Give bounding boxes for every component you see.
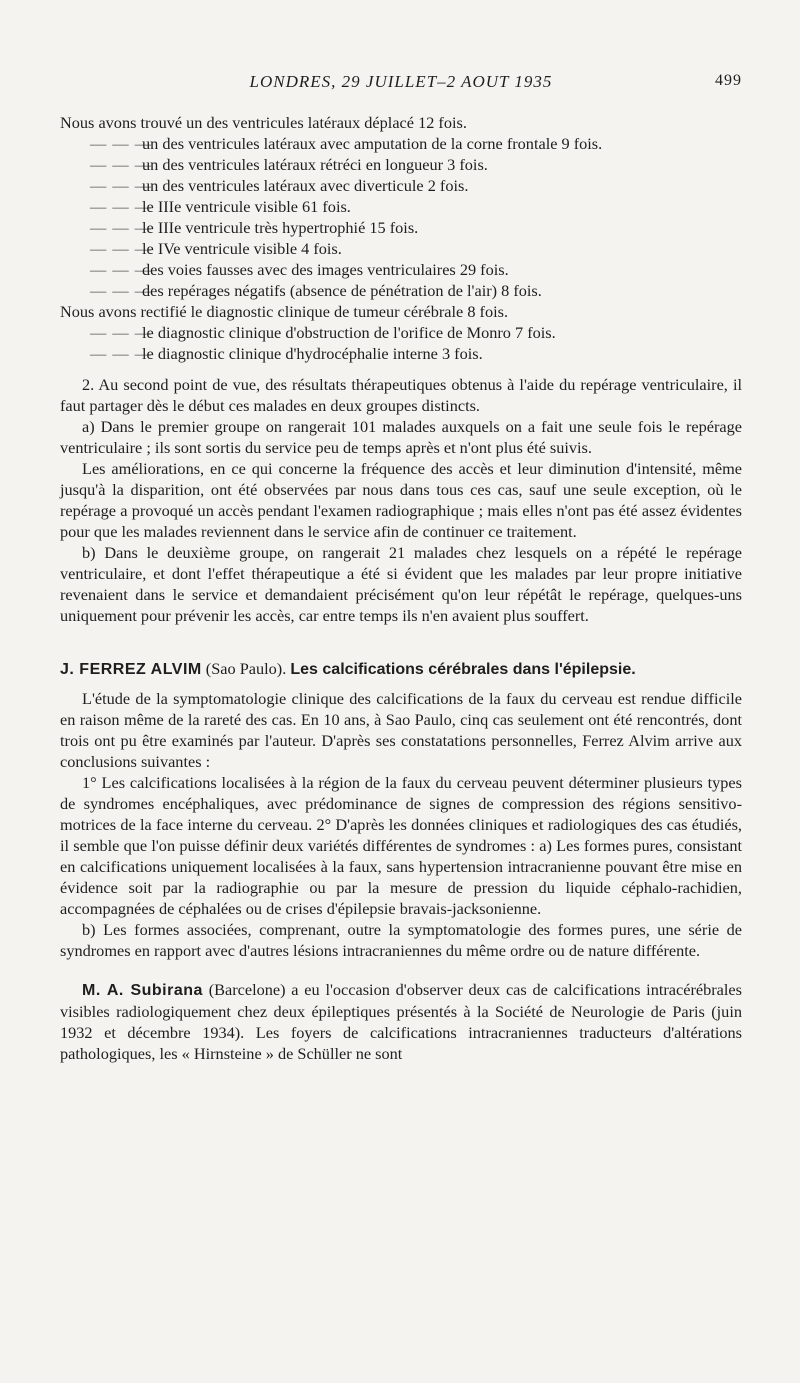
stat-line: — — —des repérages négatifs (absence de pénétration de l'air) 8 fois. (90, 281, 542, 300)
ditto-dash: — — — (90, 218, 152, 237)
author-name: M. A. Subirana (82, 982, 203, 999)
author-location: (Sao Paulo). (201, 659, 291, 678)
running-title: LONDRES, 29 JUILLET–2 AOUT 1935 (249, 72, 553, 91)
paragraph: L'étude de la symptomatologie clinique des calcifications de la faux du cerveau est rendue difficile en raison même de la rareté des cas. En 10 ans, à Sao Paulo, cinq cas seulement ont été rencontrés, dont trois ont pu être examinés par l'auteur. D'après ses constatations personnelles, Ferrez Alvim arrive aux conclusions suivantes : (60, 689, 742, 771)
stat-line: — — —un des ventricules latéraux rétréci en longueur 3 fois. (90, 155, 488, 174)
ditto-dash: — — — (90, 176, 152, 195)
ditto-dash: — — — (90, 323, 152, 342)
rectification-lead: Nous avons rectifié le diagnostic clinique de tumeur cérébrale 8 fois. (60, 302, 509, 321)
paragraph: a) Dans le premier groupe on rangerait 101 malades auxquels on a fait une seule fois le repérage ventriculaire ; ils sont sortis du service peu de temps après et n'ont plus été suivis. (60, 417, 742, 457)
stat-line: — — —le IIIe ventricule très hypertrophié 15 fois. (90, 218, 419, 237)
ditto-dash: — — — (90, 281, 152, 300)
ditto-dash: — — — (90, 134, 152, 153)
paragraph: b) Les formes associées, comprenant, outre la symptomatologie des formes pures, une série de syndromes en rapport avec d'autres lésions intracraniennes du même ordre ou de nature différente. (60, 920, 742, 960)
paragraph: b) Dans le deuxième groupe, on rangerait 21 malades chez lesquels on a répété le repérage ventriculaire, et dont l'effet thérapeutique a été si évident que les malades par leur propre initiative revenaient dans le service et demandaient précisément qu'on leur répétât le repérage, quelques-uns uniquement pour prévenir les accès, car entre temps ils n'en avaient plus souffert. (60, 543, 742, 625)
paragraph: 2. Au second point de vue, des résultats thérapeutiques obtenus à l'aide du repérage ventriculaire, il faut partager dès le début ces malades en deux groupes distincts. (60, 375, 742, 415)
ditto-dash: — — — (90, 197, 152, 216)
stat-line: — — —le IIIe ventricule visible 61 fois. (90, 197, 351, 216)
stat-line: — — —des voies fausses avec des images ventriculaires 29 fois. (90, 260, 509, 279)
stat-line: — — —le IVe ventricule visible 4 fois. (90, 239, 342, 258)
section-title: Les calcifications cérébrales dans l'épilepsie. (290, 661, 636, 678)
stat-line: — — —un des ventricules latéraux avec amputation de la corne frontale 9 fois. (90, 134, 603, 153)
rectification-line: — — —le diagnostic clinique d'hydrocéphalie interne 3 fois. (90, 344, 483, 363)
section-heading-ferrez (60, 658, 742, 680)
rectification-line: — — —le diagnostic clinique d'obstruction de l'orifice de Monro 7 fois. (90, 323, 556, 342)
ditto-dash: — — — (90, 344, 152, 363)
stat-line: — — —un des ventricules latéraux avec diverticule 2 fois. (90, 176, 469, 195)
ditto-dash: — — — (90, 155, 152, 174)
author-name: J. FERREZ ALVIM (60, 661, 202, 678)
paragraph: 1° Les calcifications localisées à la région de la faux du cerveau peuvent déterminer plusieurs types de syndromes encéphaliques, avec prédominance de signes de compression des régions sensitivo-motrices de la face interne du cerveau. 2° D'après les données cliniques et radiologiques des cas étudiés, il semble que l'on puisse définir deux variétés différentes de syndromes : a) Les formes pures, consistant en calcifications uniquement localisées à la faux, sans hypertension intracranienne pouvant être mise en évidence soit par la radiographie ou par la mesure de pression du liquide céphalo-rachidien, accompagnées de céphalées ou de crises d'épilepsie bravais-jacksonienne. (60, 773, 742, 918)
ditto-dash: — — — (90, 239, 152, 258)
page-header (60, 72, 742, 96)
article-body (60, 112, 742, 1064)
section-subirana (60, 979, 742, 1064)
ditto-dash: — — — (90, 260, 152, 279)
stats-lead: Nous avons trouvé un des ventricules latéraux déplacé 12 fois. (60, 113, 467, 132)
section-text: (Barcelone) a eu l'occasion d'observer deux cas de calcifications intracérébrales visibles radiologiquement chez deux épileptiques présentés à la Société de Neurologie de Paris (juin 1932 et décembre 1934). Les foyers de calcifications intracraniennes traducteurs d'altérations pathologiques, les « Hirnsteine » de Schüller ne sont (60, 980, 742, 1063)
page-number: 499 (715, 72, 742, 89)
paragraph: Les améliorations, en ce qui concerne la fréquence des accès et leur diminution d'intensité, même jusqu'à la disparition, ont été observées par nous dans tous ces cas, sauf une seule exception, où le repérage a provoqué un accès pendant l'examen radiographique ; mais elles n'ont pas été assez évidentes pour que les malades reviennent dans le service afin de continuer ce traitement. (60, 459, 742, 541)
